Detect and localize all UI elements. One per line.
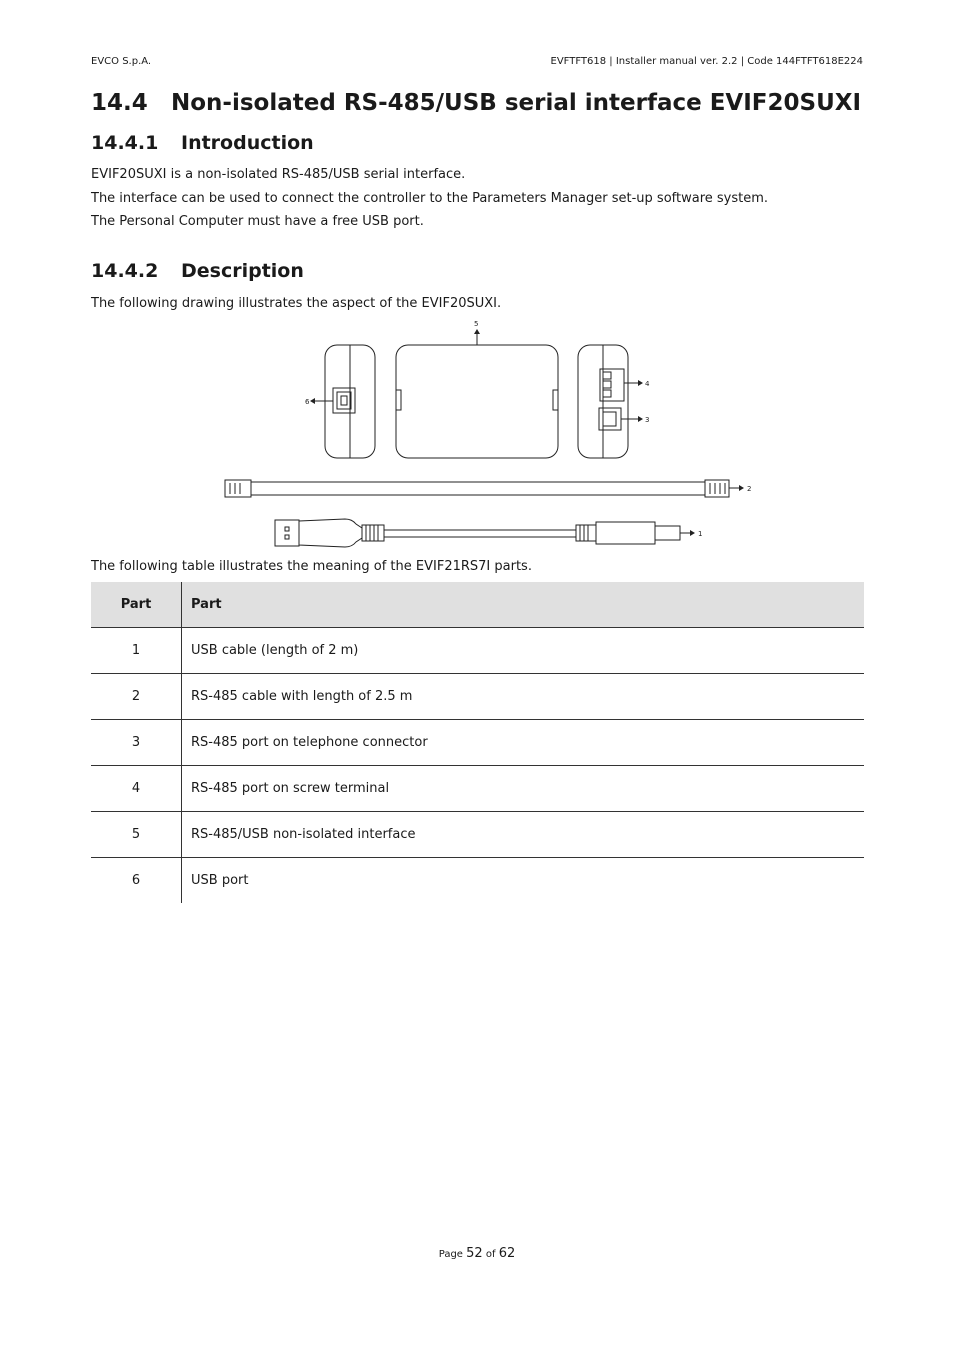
intro-paragraph: The Personal Computer must have a free USB port. (91, 214, 424, 229)
callout-3: 3 (645, 416, 650, 424)
usb-cable (275, 519, 680, 547)
section-title: Non-isolated RS-485/USB serial interface EVIF20SUXI (171, 90, 862, 116)
description-heading (91, 260, 304, 282)
table-row (91, 674, 864, 720)
description-lead: The following drawing illustrates the aspect of the EVIF20SUXI. (91, 296, 502, 311)
intro-title: Introduction (181, 132, 314, 154)
page-number: 52 (466, 1246, 483, 1261)
section-number: 14.4 (91, 90, 148, 116)
intro-paragraph: The interface can be used to connect the controller to the Parameters Manager set-up software system. (91, 191, 769, 206)
column-header-part: Part (182, 582, 865, 628)
table-row (91, 720, 864, 766)
device-drawing (0, 315, 954, 555)
part-number-cell: 2 (91, 674, 182, 720)
callout-4: 4 (645, 380, 650, 388)
part-description-cell: RS-485 cable with length of 2.5 m (182, 674, 865, 720)
part-number-cell: 3 (91, 720, 182, 766)
description-number: 14.4.2 (91, 260, 159, 282)
table-row (91, 628, 864, 674)
part-number-cell: 1 (91, 628, 182, 674)
part-number-cell: 6 (91, 858, 182, 904)
header-company: EVCO S.p.A. (91, 56, 152, 67)
part-description-cell: RS-485 port on telephone connector (182, 720, 865, 766)
page-word: Page (438, 1249, 463, 1260)
part-description-cell: RS-485 port on screw terminal (182, 766, 865, 812)
part-description-cell: USB cable (length of 2 m) (182, 628, 865, 674)
table-lead: The following table illustrates the meaning of the EVIF21RS7I parts. (91, 559, 532, 574)
intro-heading (91, 132, 314, 154)
callout-6: 6 (305, 398, 310, 406)
rs485-cable (225, 480, 729, 497)
part-number-cell: 4 (91, 766, 182, 812)
table-row (91, 812, 864, 858)
table-row (91, 766, 864, 812)
callout-1: 1 (698, 530, 703, 538)
parts-table (91, 582, 864, 903)
part-description-cell: RS-485/USB non-isolated interface (182, 812, 865, 858)
callout-2: 2 (747, 485, 752, 493)
intro-paragraph: EVIF20SUXI is a non-isolated RS-485/USB serial interface. (91, 167, 466, 182)
interface-top-view (396, 345, 558, 458)
table-header-row (91, 582, 864, 628)
page-footer (0, 1246, 954, 1261)
page-total: 62 (498, 1246, 516, 1261)
table-row (91, 858, 864, 904)
section-heading (91, 90, 861, 116)
part-description-cell: USB port (182, 858, 865, 904)
description-title: Description (181, 260, 304, 282)
right-side-view (578, 345, 628, 458)
column-header-part-number: Part (91, 582, 182, 628)
of-word: of (485, 1249, 496, 1260)
header-document-info: EVFTFT618 | Installer manual ver. 2.2 | Code 144FTFT618E224 (550, 56, 863, 67)
part-number-cell: 5 (91, 812, 182, 858)
callout-5: 5 (474, 320, 479, 328)
intro-number: 14.4.1 (91, 132, 159, 154)
